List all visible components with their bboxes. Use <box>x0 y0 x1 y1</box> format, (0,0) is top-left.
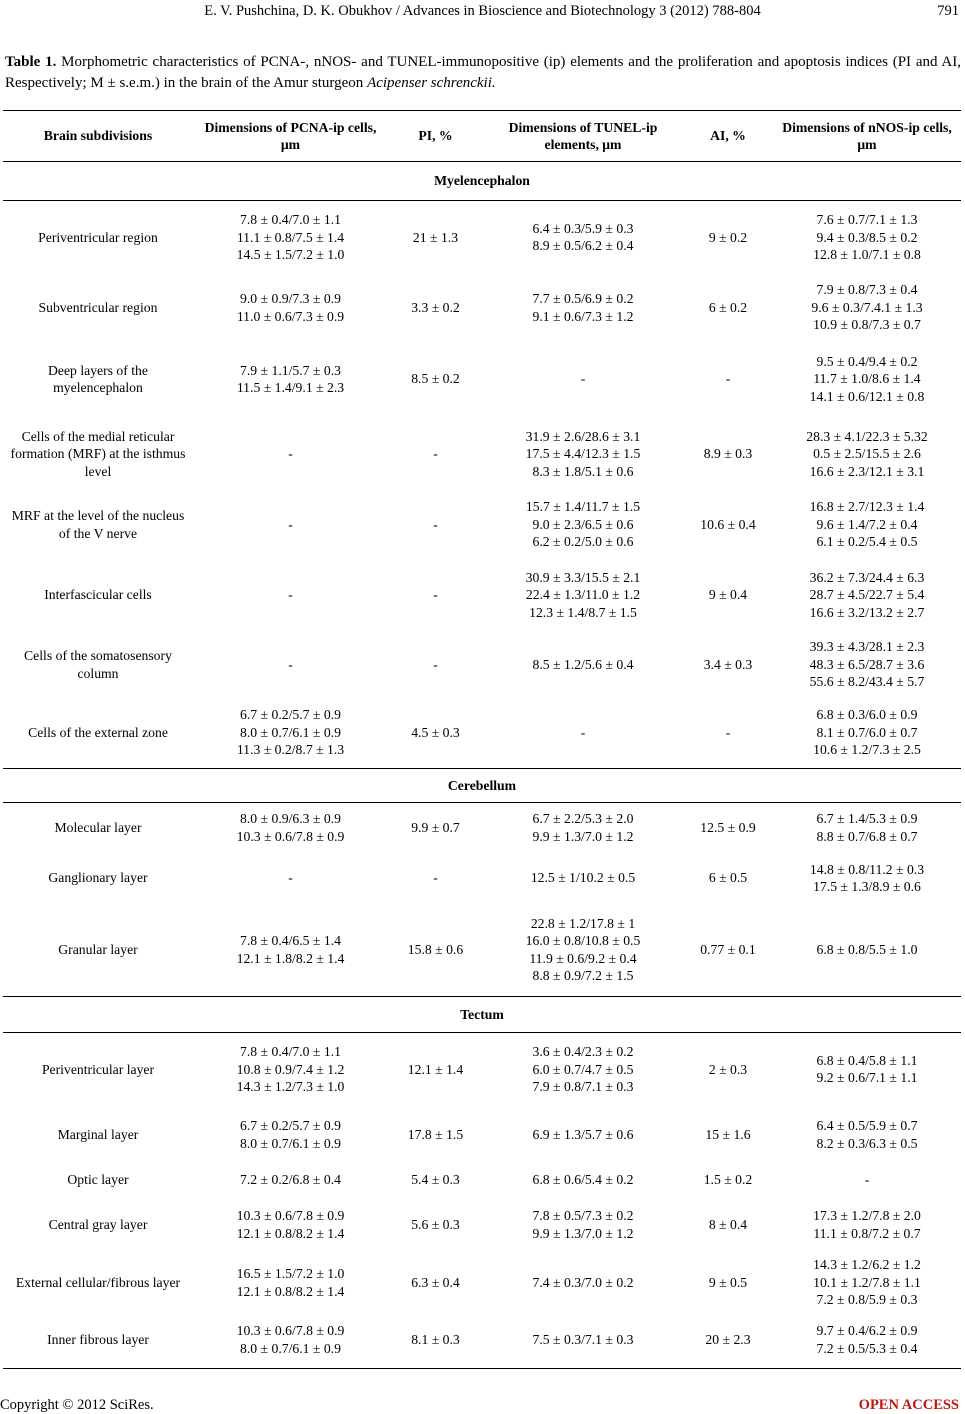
ai-cell: 12.5 ± 0.9 <box>700 820 756 835</box>
pi-cell: - <box>433 516 438 532</box>
region-cell: Cells of the external zone <box>28 724 168 740</box>
value-line: 14.8 ± 0.8/11.2 ± 0.3 <box>809 861 925 877</box>
header-nnos-dimensions: Dimensions of nNOS-ip cells, μm <box>773 111 961 162</box>
value-line: 9.5 ± 0.4/9.4 ± 0.2 <box>816 353 918 369</box>
table-row <box>3 1312 961 1369</box>
value-line: 10.3 ± 0.6/7.8 ± 0.9 <box>236 828 345 844</box>
value-line: 6.8 ± 0.3/6.0 ± 0.9 <box>816 707 918 722</box>
value-line: 9.0 ± 2.3/6.5 ± 0.6 <box>532 516 634 532</box>
value-line: 7.2 ± 0.5/5.3 ± 0.4 <box>816 1340 918 1356</box>
value-line: - <box>288 516 293 532</box>
header-brain-subdivisions: Brain subdivisions <box>3 111 193 162</box>
table-row <box>3 697 961 769</box>
nnos-cell <box>773 853 961 904</box>
value-line: 9.9 ± 1.3/7.0 ± 1.2 <box>532 1225 634 1241</box>
caption-text: Morphometric characteristics of PCNA-, nNOS- and TUNEL-immunopositive (ip) elements and the proliferation and apoptosis indices (PI and AI, Respectively; M ± s.e.m.) in the brain of the Amur sturgeon <box>5 54 962 91</box>
value-line: 16.6 ± 2.3/12.1 ± 3.1 <box>809 463 925 479</box>
value-line: - <box>288 587 293 603</box>
value-line: 17.3 ± 1.2/7.8 ± 2.0 <box>813 1208 921 1223</box>
header-pi: PI, % <box>388 111 483 162</box>
value-line: 16.6 ± 3.2/13.2 ± 2.7 <box>809 604 925 620</box>
value-line: 10.8 ± 0.9/7.4 ± 1.2 <box>236 1061 345 1077</box>
ai-cell: 8 ± 0.4 <box>708 1216 748 1232</box>
page-number: 791 <box>937 3 959 19</box>
pcna-cell <box>193 492 388 558</box>
value-line: 9.0 ± 0.9/7.3 ± 0.9 <box>240 291 341 306</box>
table-row <box>3 1164 961 1196</box>
value-line: 6.1 ± 0.2/5.4 ± 0.5 <box>816 534 918 550</box>
pcna-cell <box>193 697 388 769</box>
value-line: 10.1 ± 1.2/7.8 ± 1.1 <box>813 1274 921 1290</box>
value-line: 16.0 ± 0.8/10.8 ± 0.5 <box>525 933 641 949</box>
value-line: 7.9 ± 0.8/7.3 ± 0.4 <box>816 282 918 298</box>
region-cell: Central gray layer <box>48 1216 148 1232</box>
nnos-cell <box>773 633 961 697</box>
value-line: 22.8 ± 1.2/17.8 ± 1 <box>530 915 636 931</box>
value-line: - <box>288 446 293 462</box>
pi-cell: - <box>433 870 438 886</box>
pi-cell: 12.1 ± 1.4 <box>407 1061 464 1077</box>
value-line: 6.4 ± 0.5/5.9 ± 0.7 <box>816 1118 918 1133</box>
region-cell: Cells of the somatosensory column <box>24 648 172 681</box>
value-line: 6.7 ± 0.2/5.7 ± 0.9 <box>240 707 341 722</box>
pi-cell: 5.6 ± 0.3 <box>411 1216 460 1232</box>
region-cell: Deep layers of the myelencephalon <box>48 362 148 395</box>
tunel-cell <box>483 1033 683 1106</box>
value-line: 6.8 ± 0.8/5.5 ± 1.0 <box>816 942 918 957</box>
value-line: - <box>580 371 586 387</box>
value-line: 7.5 ± 0.3/7.1 ± 0.3 <box>532 1332 634 1347</box>
value-line: 9.2 ± 0.6/7.1 ± 1.1 <box>816 1070 918 1086</box>
table-row <box>3 558 961 633</box>
value-line: 11.1 ± 0.8/7.2 ± 0.7 <box>813 1225 921 1241</box>
value-line: 9.7 ± 0.4/6.2 ± 0.9 <box>816 1323 918 1339</box>
running-head <box>0 0 965 22</box>
copyright-notice: Copyright © 2012 SciRes. <box>0 1397 154 1413</box>
value-line: - <box>288 870 293 886</box>
region-cell: MRF at the level of the nucleus of the V nerve <box>11 508 185 541</box>
value-line: 7.8 ± 0.4/6.5 ± 1.4 <box>240 933 341 949</box>
region-cell: Optic layer <box>67 1171 129 1187</box>
value-line: 6.7 ± 2.2/5.3 ± 2.0 <box>532 811 634 827</box>
nnos-cell <box>773 274 961 342</box>
pi-cell: 6.3 ± 0.4 <box>411 1274 460 1290</box>
section-row <box>3 769 961 803</box>
value-line: 6.0 ± 0.7/4.7 ± 0.5 <box>532 1061 634 1077</box>
value-line: 8.2 ± 0.3/6.3 ± 0.5 <box>816 1135 918 1151</box>
pcna-cell <box>193 417 388 492</box>
section-title: Tectum <box>3 997 961 1033</box>
table-row <box>3 417 961 492</box>
value-line: 9.4 ± 0.3/8.5 ± 0.2 <box>816 229 918 245</box>
pi-cell: 3.3 ± 0.2 <box>411 299 460 315</box>
nnos-cell <box>773 1254 961 1312</box>
region-cell: Inner fibrous layer <box>3 1312 193 1369</box>
running-head-authors: E. V. Pushchina, D. K. Obukhov / Advances in Bioscience and Biotechnology 3 (2012) 788-804 <box>204 3 761 19</box>
value-line: 8.9 ± 0.5/6.2 ± 0.4 <box>532 238 634 254</box>
value-line: 9.6 ± 0.3/7.4.1 ± 1.3 <box>811 299 923 315</box>
pcna-cell <box>193 342 388 417</box>
value-line: 6.8 ± 0.4/5.8 ± 1.1 <box>816 1052 918 1068</box>
value-line: 7.6 ± 0.7/7.1 ± 1.3 <box>816 212 918 227</box>
value-line: 7.2 ± 0.2/6.8 ± 0.4 <box>240 1171 341 1187</box>
region-cell: Periventricular region <box>38 229 158 245</box>
pcna-cell <box>193 558 388 633</box>
tunel-cell <box>483 274 683 342</box>
pi-cell: 8.1 ± 0.3 <box>388 1312 483 1369</box>
value-line: 22.4 ± 1.3/11.0 ± 1.2 <box>525 587 641 603</box>
tunel-cell <box>483 697 683 769</box>
tunel-cell <box>483 492 683 558</box>
value-line: 8.0 ± 0.7/6.1 ± 0.9 <box>240 1135 341 1151</box>
tunel-cell <box>483 1196 683 1254</box>
tunel-cell <box>483 1106 683 1164</box>
value-line: - <box>580 724 586 740</box>
ai-cell: 8.9 ± 0.3 <box>703 446 753 462</box>
value-line: 6.4 ± 0.3/5.9 ± 0.3 <box>532 220 634 236</box>
nnos-cell <box>773 1164 961 1196</box>
nnos-cell <box>773 1106 961 1164</box>
pi-cell: 9.9 ± 0.7 <box>411 820 460 835</box>
value-line: 16.5 ± 1.5/7.2 ± 1.0 <box>236 1266 345 1281</box>
table-row <box>3 803 961 853</box>
tunel-cell <box>483 201 683 274</box>
nnos-cell <box>773 1196 961 1254</box>
open-access-label: OPEN ACCESS <box>858 1397 959 1413</box>
pi-cell: - <box>433 446 438 462</box>
value-line: 7.9 ± 1.1/5.7 ± 0.3 <box>240 362 341 378</box>
value-line: 17.5 ± 1.3/8.9 ± 0.6 <box>813 879 921 894</box>
tunel-cell <box>483 633 683 697</box>
value-line: 3.6 ± 0.4/2.3 ± 0.2 <box>532 1044 634 1059</box>
page-footer <box>0 1396 965 1414</box>
value-line: 7.9 ± 0.8/7.1 ± 0.3 <box>532 1079 634 1094</box>
nnos-cell <box>773 492 961 558</box>
value-line: 8.0 ± 0.7/6.1 ± 0.9 <box>240 1340 341 1356</box>
pi-cell: 17.8 ± 1.5 <box>407 1126 464 1142</box>
pcna-cell <box>193 1164 388 1196</box>
value-line: 10.3 ± 0.6/7.8 ± 0.9 <box>236 1323 345 1339</box>
pi-cell: 4.5 ± 0.3 <box>411 724 460 740</box>
header-row <box>3 111 961 162</box>
ai-cell: - <box>725 371 731 387</box>
region-cell: Subventricular region <box>38 299 158 315</box>
value-line: 28.7 ± 4.5/22.7 ± 5.4 <box>809 587 925 603</box>
value-line: - <box>864 1171 870 1187</box>
tunel-cell <box>483 1254 683 1312</box>
nnos-cell <box>773 342 961 417</box>
region-cell: Periventricular layer <box>41 1061 155 1077</box>
region-cell: Marginal layer <box>57 1126 139 1142</box>
value-line: - <box>288 656 293 672</box>
value-line: 8.3 ± 1.8/5.1 ± 0.6 <box>532 463 634 479</box>
value-line: 7.8 ± 0.4/7.0 ± 1.1 <box>240 212 341 227</box>
ai-cell: 1.5 ± 0.2 <box>703 1171 753 1187</box>
value-line: 12.1 ± 0.8/8.2 ± 1.4 <box>236 1283 345 1299</box>
pcna-cell <box>193 1196 388 1254</box>
pcna-cell <box>193 853 388 904</box>
value-line: 14.3 ± 1.2/6.2 ± 1.2 <box>813 1257 921 1273</box>
nnos-cell <box>773 1312 961 1369</box>
ai-cell: 2 ± 0.3 <box>708 1061 748 1077</box>
pi-cell: - <box>433 656 438 672</box>
value-line: 14.1 ± 0.6/12.1 ± 0.8 <box>809 388 925 404</box>
pcna-cell <box>193 1033 388 1106</box>
value-line: 55.6 ± 8.2/43.4 ± 5.7 <box>809 674 925 690</box>
table-row <box>3 1254 961 1312</box>
nnos-cell <box>773 697 961 769</box>
value-line: 12.8 ± 1.0/7.1 ± 0.8 <box>813 247 921 262</box>
value-line: 8.8 ± 0.7/6.8 ± 0.7 <box>816 828 918 844</box>
ai-cell: 10.6 ± 0.4 <box>700 516 756 532</box>
pi-cell: 15.8 ± 0.6 <box>407 942 464 957</box>
tunel-cell <box>483 558 683 633</box>
tunel-cell <box>483 904 683 997</box>
region-cell: Ganglionary layer <box>48 870 148 886</box>
region-cell: External cellular/fibrous layer <box>15 1274 181 1290</box>
value-line: 8.1 ± 0.7/6.0 ± 0.7 <box>816 724 918 740</box>
caption-species: Acipenser schrenckii. <box>367 75 496 91</box>
section-row <box>3 997 961 1033</box>
tunel-cell <box>483 803 683 853</box>
pcna-cell <box>193 1254 388 1312</box>
pcna-cell <box>193 274 388 342</box>
ai-cell: 6 ± 0.2 <box>708 299 748 315</box>
section-row <box>3 162 961 201</box>
pcna-cell <box>193 904 388 997</box>
value-line: 12.1 ± 1.8/8.2 ± 1.4 <box>236 950 345 966</box>
value-line: 16.8 ± 2.7/12.3 ± 1.4 <box>809 499 925 515</box>
tunel-cell <box>483 853 683 904</box>
table-row <box>3 492 961 558</box>
tunel-cell <box>483 1312 683 1369</box>
value-line: 6.8 ± 0.6/5.4 ± 0.2 <box>532 1171 634 1187</box>
pcna-cell <box>193 633 388 697</box>
value-line: 7.8 ± 0.5/7.3 ± 0.2 <box>532 1208 634 1223</box>
ai-cell: 15 ± 1.6 <box>705 1126 751 1142</box>
section-title: Myelencephalon <box>3 162 961 201</box>
value-line: 10.9 ± 0.8/7.3 ± 0.7 <box>813 317 921 333</box>
nnos-cell <box>773 417 961 492</box>
value-line: 7.2 ± 0.8/5.9 ± 0.3 <box>816 1292 918 1308</box>
value-line: 8.8 ± 0.9/7.2 ± 1.5 <box>532 968 634 984</box>
value-line: 12.5 ± 1/10.2 ± 0.5 <box>530 870 636 886</box>
value-line: 14.3 ± 1.2/7.3 ± 1.0 <box>236 1079 345 1094</box>
table-row <box>3 201 961 274</box>
table-row <box>3 274 961 342</box>
table-row <box>3 1033 961 1106</box>
pcna-cell <box>193 803 388 853</box>
value-line: 14.5 ± 1.5/7.2 ± 1.0 <box>236 247 345 262</box>
ai-cell: 9 ± 0.2 <box>708 229 748 245</box>
value-line: 10.6 ± 1.2/7.3 ± 2.5 <box>813 742 921 757</box>
value-line: 0.5 ± 2.5/15.5 ± 2.6 <box>813 446 921 462</box>
region-cell: Cells of the medial reticular formation (MRF) at the isthmus level <box>10 428 186 479</box>
table-label: Table 1. <box>5 54 57 70</box>
value-line: 12.3 ± 1.4/8.7 ± 1.5 <box>529 604 637 620</box>
ai-cell: - <box>725 724 731 740</box>
pi-cell: 5.4 ± 0.3 <box>411 1171 460 1187</box>
value-line: 28.3 ± 4.1/22.3 ± 5.32 <box>806 428 928 444</box>
table-row <box>3 1196 961 1254</box>
value-line: 6.9 ± 1.3/5.7 ± 0.6 <box>532 1126 634 1142</box>
nnos-cell <box>773 201 961 274</box>
pcna-cell <box>193 1312 388 1369</box>
region-cell: Granular layer <box>58 942 138 957</box>
table-caption <box>5 52 961 94</box>
table-row <box>3 633 961 697</box>
value-line: 9.6 ± 1.4/7.2 ± 0.4 <box>816 516 918 532</box>
ai-cell: 20 ± 2.3 <box>683 1312 773 1369</box>
ai-cell: 3.4 ± 0.3 <box>703 656 753 672</box>
tunel-cell <box>483 342 683 417</box>
value-line: 39.3 ± 4.3/28.1 ± 2.3 <box>809 639 925 655</box>
value-line: 11.5 ± 1.4/9.1 ± 2.3 <box>236 380 345 395</box>
value-line: 36.2 ± 7.3/24.4 ± 6.3 <box>809 569 925 585</box>
ai-cell: 9 ± 0.5 <box>708 1274 748 1290</box>
pi-cell: 21 ± 1.3 <box>412 229 459 245</box>
nnos-cell <box>773 558 961 633</box>
header-tunel-dimensions: Dimensions of TUNEL-ip elements, μm <box>483 111 683 162</box>
header-ai: AI, % <box>683 111 773 162</box>
value-line: 11.7 ± 1.0/8.6 ± 1.4 <box>813 371 921 387</box>
value-line: 8.0 ± 0.9/6.3 ± 0.9 <box>240 811 341 827</box>
value-line: 31.9 ± 2.6/28.6 ± 3.1 <box>525 428 641 444</box>
value-line: 15.7 ± 1.4/11.7 ± 1.5 <box>525 499 641 515</box>
region-cell: Molecular layer <box>54 820 142 835</box>
value-line: 6.7 ± 1.4/5.3 ± 0.9 <box>816 811 918 827</box>
value-line: 9.1 ± 0.6/7.3 ± 1.2 <box>532 308 634 324</box>
value-line: 48.3 ± 6.5/28.7 ± 3.6 <box>809 656 925 672</box>
tunel-cell <box>483 1164 683 1196</box>
value-line: 8.0 ± 0.7/6.1 ± 0.9 <box>240 724 341 740</box>
ai-cell: 0.77 ± 0.1 <box>700 942 756 957</box>
value-line: 7.4 ± 0.3/7.0 ± 0.2 <box>532 1274 634 1290</box>
value-line: 9.9 ± 1.3/7.0 ± 1.2 <box>532 828 634 844</box>
value-line: 7.8 ± 0.4/7.0 ± 1.1 <box>240 1044 341 1059</box>
value-line: 11.0 ± 0.6/7.3 ± 0.9 <box>236 308 345 324</box>
value-line: 17.5 ± 4.4/12.3 ± 1.5 <box>525 446 641 462</box>
ai-cell: 6 ± 0.5 <box>708 870 748 886</box>
tunel-cell <box>483 417 683 492</box>
nnos-cell <box>773 1033 961 1106</box>
value-line: 8.5 ± 1.2/5.6 ± 0.4 <box>532 656 634 672</box>
value-line: 30.9 ± 3.3/15.5 ± 2.1 <box>525 569 641 585</box>
table-row <box>3 853 961 904</box>
header-pcna-dimensions: Dimensions of PCNA-ip cells, μm <box>193 111 388 162</box>
table-row <box>3 904 961 997</box>
nnos-cell <box>773 803 961 853</box>
value-line: 6.2 ± 0.2/5.0 ± 0.6 <box>532 534 634 550</box>
region-cell: Interfascicular cells <box>44 587 152 603</box>
table-body <box>3 162 961 1369</box>
value-line: 12.1 ± 0.8/8.2 ± 1.4 <box>236 1225 345 1241</box>
table-row <box>3 1106 961 1164</box>
pcna-cell <box>193 201 388 274</box>
value-line: 7.7 ± 0.5/6.9 ± 0.2 <box>532 291 634 306</box>
value-line: 6.7 ± 0.2/5.7 ± 0.9 <box>240 1118 341 1133</box>
morphometric-table <box>3 110 961 1369</box>
section-title: Cerebellum <box>3 769 961 803</box>
table-row <box>3 342 961 417</box>
pi-cell: - <box>433 587 438 603</box>
pcna-cell <box>193 1106 388 1164</box>
nnos-cell <box>773 904 961 997</box>
pi-cell: 8.5 ± 0.2 <box>411 371 460 387</box>
value-line: 11.9 ± 0.6/9.2 ± 0.4 <box>529 950 637 966</box>
value-line: 11.3 ± 0.2/8.7 ± 1.3 <box>236 742 345 757</box>
value-line: 10.3 ± 0.6/7.8 ± 0.9 <box>236 1208 345 1223</box>
value-line: 11.1 ± 0.8/7.5 ± 1.4 <box>236 229 345 245</box>
ai-cell: 9 ± 0.4 <box>708 587 748 603</box>
